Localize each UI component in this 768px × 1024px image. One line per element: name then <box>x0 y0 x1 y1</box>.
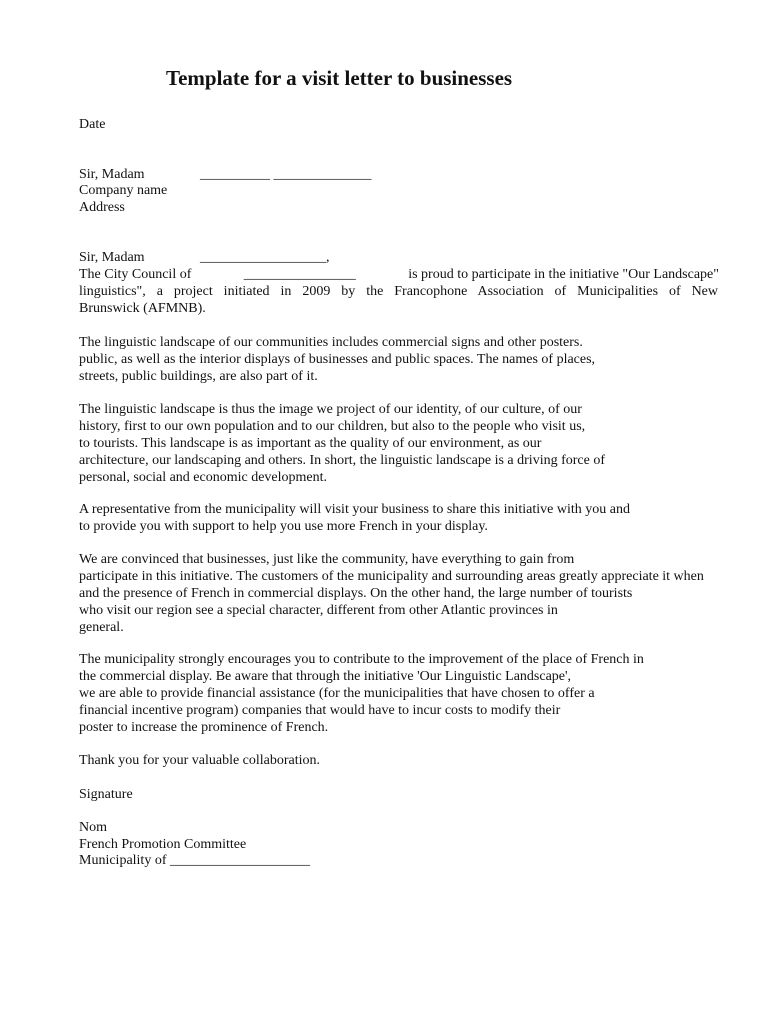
paragraph-line: general. <box>79 620 124 635</box>
paragraph-identity <box>79 401 605 486</box>
paragraph-linguistic-landscape <box>79 334 595 385</box>
paragraph-line: financial incentive program) companies that would have to incur costs to modify their <box>79 703 561 718</box>
paragraph-line: poster to increase the prominence of French. <box>79 720 329 735</box>
closing-name: Nom <box>79 820 107 835</box>
intro-line-2: linguistics", a project initiated in 2009 by the Francophone Association of Municipalities of New <box>79 284 718 299</box>
paragraph-line: we are able to provide financial assistance (for the municipalities that have chosen to offer a <box>79 686 595 701</box>
paragraph-line: to provide you with support to help you use more French in your display. <box>79 519 488 534</box>
intro-continuation <box>79 283 718 317</box>
paragraph-line: The municipality strongly encourages you to contribute to the improvement of the place of French in <box>79 652 644 667</box>
recipient-name-blank: __________ ______________ <box>200 167 372 182</box>
signature-label: Signature <box>79 787 133 802</box>
paragraph-representative <box>79 501 630 535</box>
closing-committee: French Promotion Committee <box>79 837 247 852</box>
greeting-name-blank: __________________, <box>200 250 330 265</box>
paragraph-line: A representative from the municipality will visit your business to share this initiative with you and <box>79 502 630 517</box>
paragraph-encourages <box>79 651 644 736</box>
intro-prefix: The City Council of <box>79 267 192 282</box>
intro-suffix: is proud to participate in the initiative "Our Landscape" <box>408 267 719 282</box>
paragraph-line: and the presence of French in commercial displays. On the other hand, the large number of tourists <box>79 586 633 601</box>
paragraph-line: the commercial display. Be aware that through the initiative 'Our Linguistic Landscape', <box>79 669 572 684</box>
thanks-line: Thank you for your valuable collaboration. <box>79 753 321 768</box>
date-label: Date <box>79 117 106 132</box>
paragraph-line: We are convinced that businesses, just like the community, have everything to gain from <box>79 552 575 567</box>
recipient-salutation: Sir, Madam <box>79 167 145 182</box>
paragraph-line: The linguistic landscape is thus the image we project of our identity, of our culture, of our <box>79 402 582 417</box>
paragraph-line: who visit our region see a special character, different from other Atlantic provinces in <box>79 603 558 618</box>
paragraph-line: architecture, our landscaping and others. In short, the linguistic landscape is a driving force of <box>79 453 605 468</box>
paragraph-line: streets, public buildings, are also part of it. <box>79 369 318 384</box>
intro-line-1 <box>79 266 719 283</box>
paragraph-convinced <box>79 551 704 636</box>
paragraph-line: personal, social and economic development. <box>79 470 328 485</box>
paragraph-line: to tourists. This landscape is as important as the quality of our environment, as our <box>79 436 542 451</box>
company-name-label: Company name <box>79 183 168 198</box>
address-label: Address <box>79 200 125 215</box>
paragraph-line: public, as well as the interior displays of businesses and public spaces. The names of places, <box>79 352 596 367</box>
city-council-blank: ________________ <box>243 267 356 282</box>
document-title: Template for a visit letter to businesses <box>166 66 513 90</box>
closing-municipality: Municipality of ____________________ <box>79 853 310 868</box>
greeting-salutation: Sir, Madam <box>79 250 145 265</box>
paragraph-line: The linguistic landscape of our communities includes commercial signs and other posters. <box>79 335 583 350</box>
paragraph-line: history, first to our own population and to our children, but also to the people who visit us, <box>79 419 586 434</box>
intro-line-3: Brunswick (AFMNB). <box>79 301 206 316</box>
paragraph-line: participate in this initiative. The customers of the municipality and surrounding areas greatly appreciate it when <box>79 569 704 584</box>
